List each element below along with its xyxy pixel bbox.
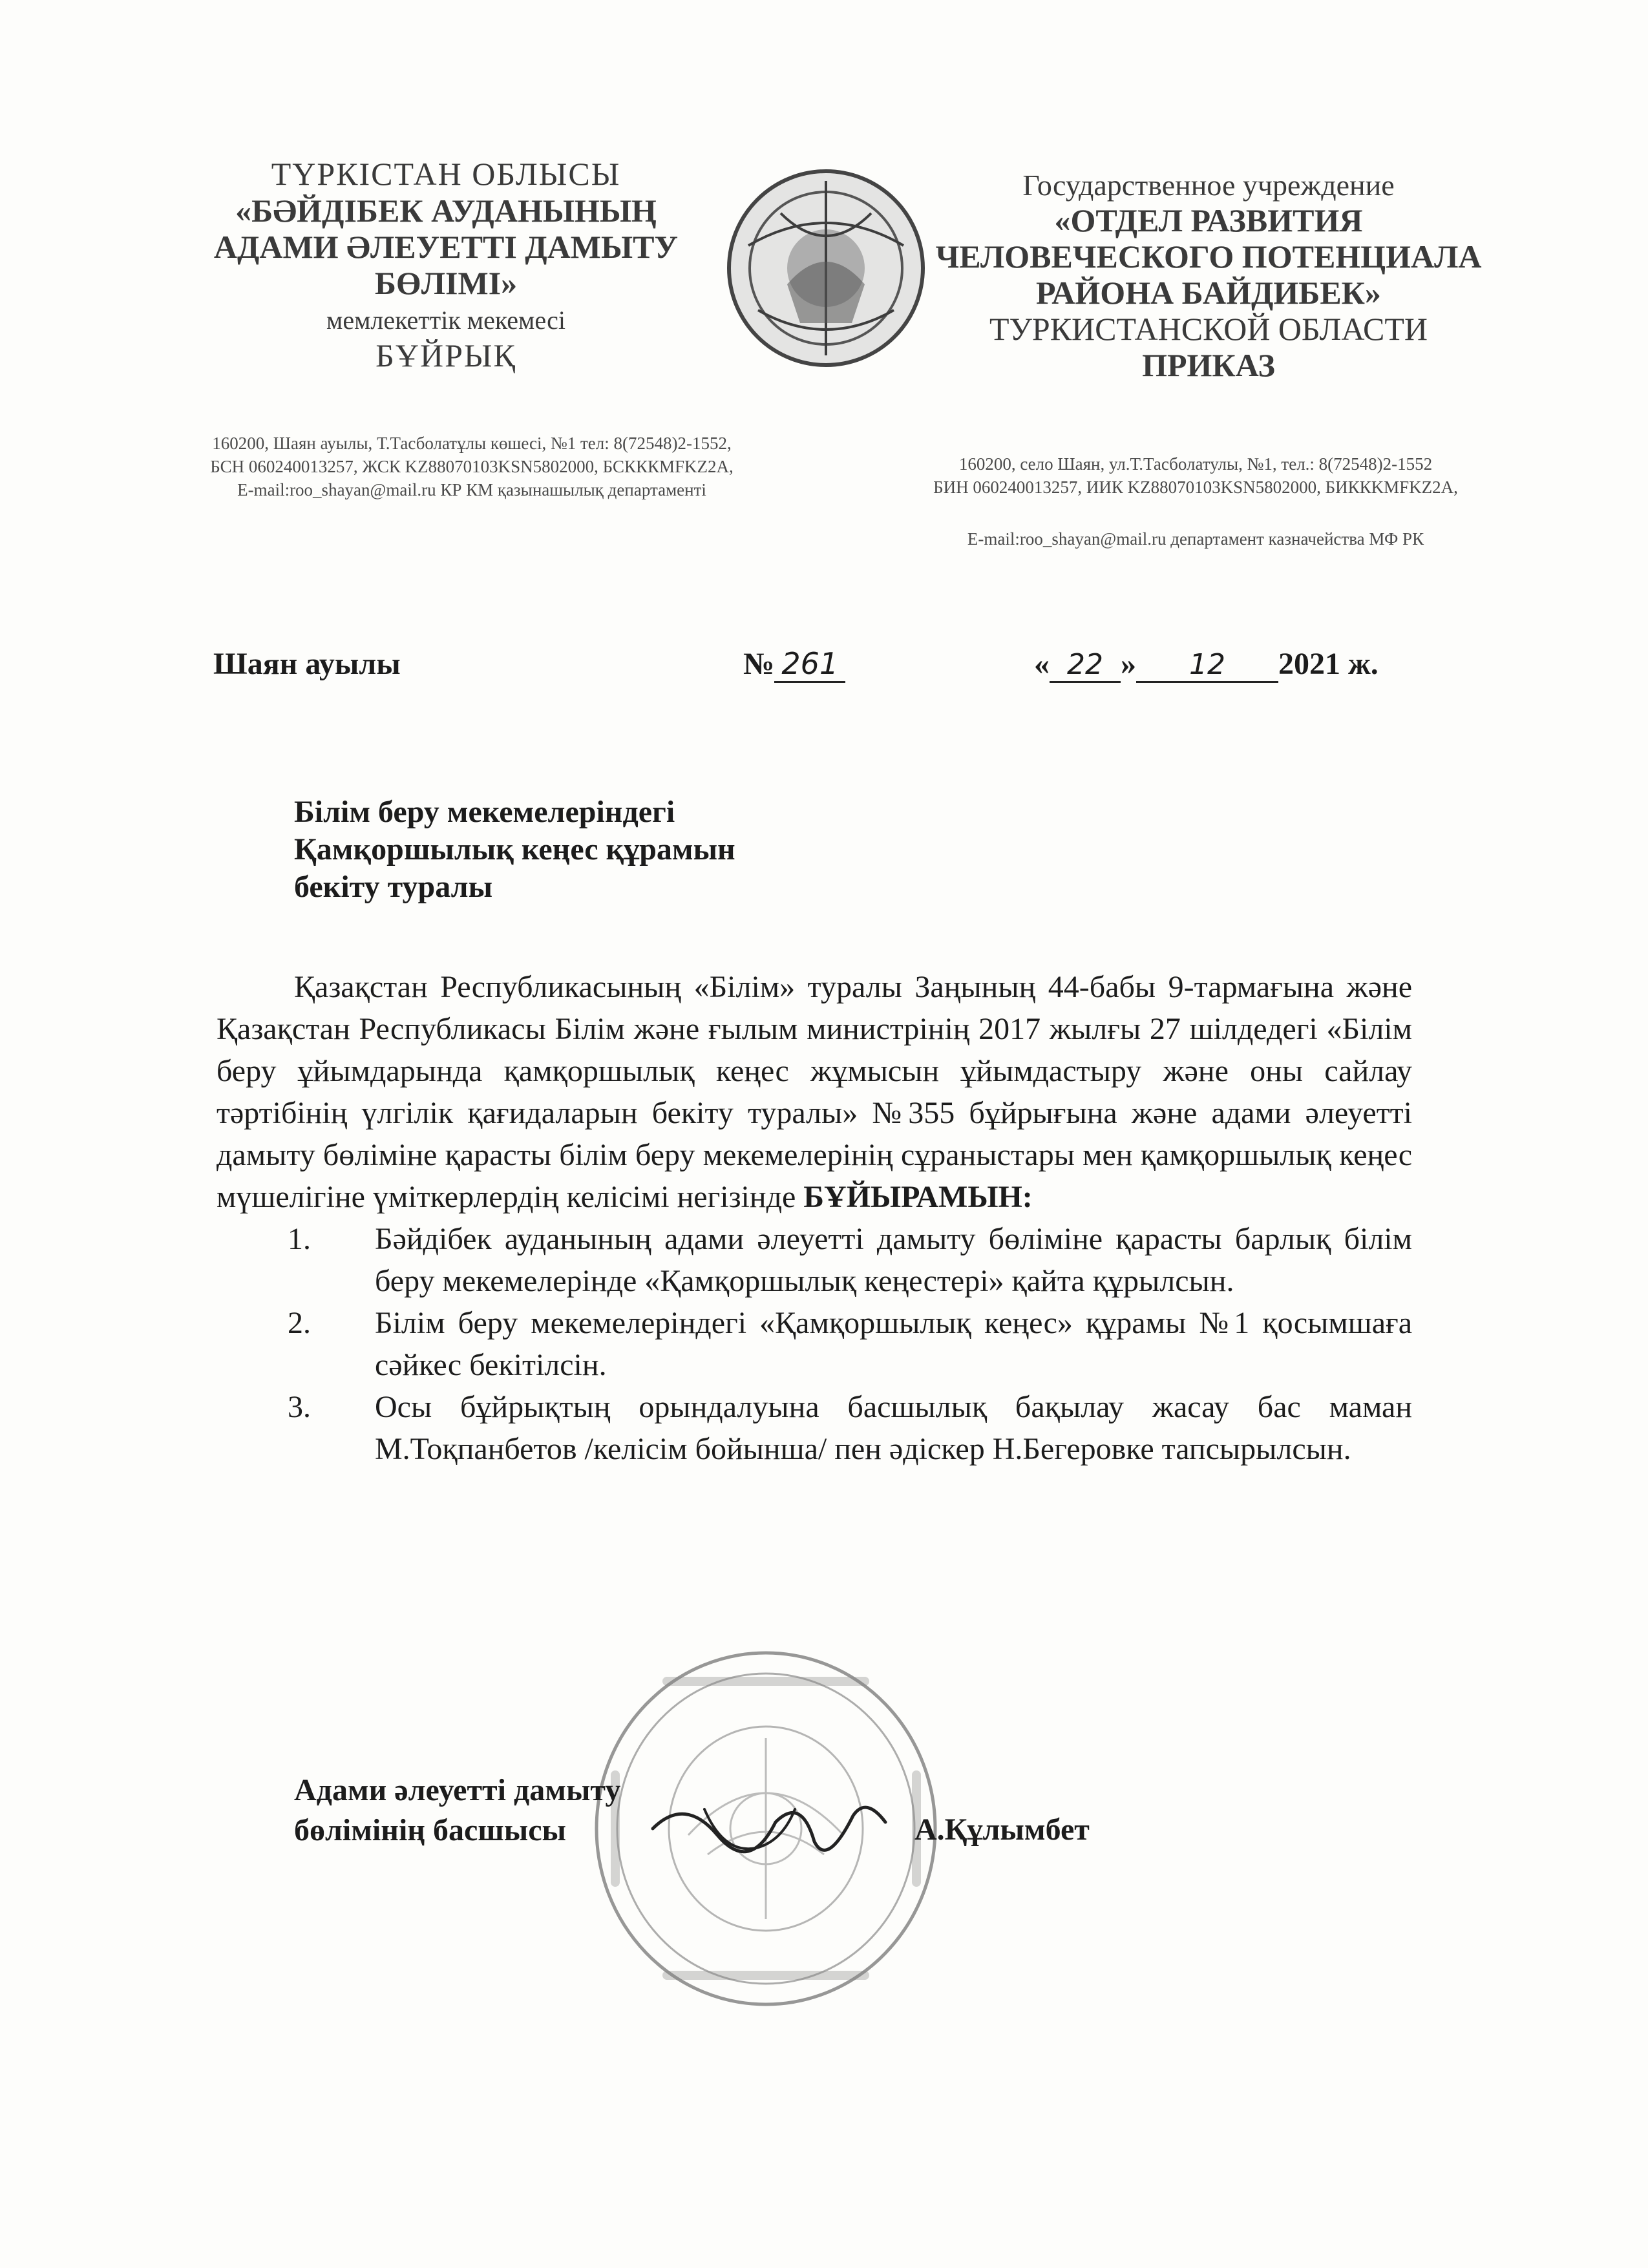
org-name-kz-3: БӨЛІМІ»	[374, 265, 518, 301]
number-handwritten: 261	[774, 646, 845, 683]
preamble-text: Қазақстан Республикасының «Білім» туралы Заңының 44-бабы 9-тармағына және Қазақстан Республикасы Білім және ғылым министрінің 2017 жылғы 27 шілдедегі «Білім беру ұйымдарында қамқоршылық кеңес жұмысын ұйымдастыру және оны сайлау тәртібінің үлгілік қағидаларын бекіту туралы» №355 бұйрығына және адами әлеуетті дамыту бөліміне қарасты білім беру мекемелерінің сұраныстары мен қамқоршылық кеңес мүшелігіне үміткерлердің келісімі негізінде	[217, 970, 1412, 1214]
org-name-kz-2: АДАМИ ӘЛЕУЕТТІ ДАМЫТУ	[213, 229, 679, 265]
org-type-kz: мемлекеттік мекемесі	[326, 306, 565, 335]
date-year: 2021 ж.	[1278, 647, 1379, 681]
org-name-kz-1: «БӘЙДІБЕК АУДАНЫНЫҢ	[235, 193, 657, 229]
org-name-ru-3: РАЙОНА БАЙДИБЕК»	[1036, 275, 1381, 311]
region-ru: ТУРКИСТАНСКОЙ ОБЛАСТИ	[989, 311, 1428, 347]
document-body	[217, 966, 1412, 1470]
order-date	[1034, 646, 1379, 683]
position-line: Адами әлеуетті дамыту	[294, 1773, 621, 1807]
date-quote-close: »	[1121, 647, 1136, 681]
document-title	[294, 793, 735, 906]
state-emblem-icon	[723, 162, 929, 375]
date-month-handwritten: 12	[1136, 648, 1278, 683]
address-ru-line: БИН 060240013257, ИИК KZ88070103KSN5802000, БИККKMFKZ2A,	[933, 478, 1458, 497]
org-name-ru-2: ЧЕЛОВЕЧЕСКОГО ПОТЕНЦИАЛА	[935, 238, 1482, 275]
address-russian	[905, 452, 1486, 551]
title-line: Білім беру мекемелеріндегі	[294, 795, 675, 829]
item-text: Бәйдібек ауданының адами әлеуетті дамыту бөліміне қарасты барлық білім беру мекемелерінде «Қамқоршылық кеңестері» қайта құрылсын.	[375, 1222, 1412, 1298]
signatory-position	[294, 1770, 620, 1851]
header-kazakh	[181, 155, 711, 374]
date-day-handwritten: 22	[1050, 648, 1121, 683]
date-quote-open: «	[1034, 647, 1050, 681]
address-kazakh	[181, 432, 763, 501]
item-number: 2.	[288, 1306, 311, 1340]
item-text: Осы бұйрықтың орындалуына басшылық бақылау жасау бас маман М.Тоқпанбетов /келісім бойынша/ пен әдіскер Н.Бегеровке тапсырылсын.	[375, 1390, 1412, 1466]
order-item	[217, 1302, 1412, 1386]
title-line: Қамқоршылық кеңес құрамын	[294, 832, 735, 866]
region-kz: ТҮРКІСТАН ОБЛЫСЫ	[271, 156, 621, 192]
order-item	[217, 1386, 1412, 1470]
address-ru-line: E-mail:roo_shayan@mail.ru департамент казначейства МФ РК	[967, 529, 1424, 549]
title-line: бекіту туралы	[294, 870, 493, 904]
address-kz-line: 160200, Шаян ауылы, Т.Тасболатұлы көшесі, №1 тел: 8(72548)2-1552,	[212, 434, 732, 453]
order-item	[217, 1218, 1412, 1302]
org-type-ru: Государственное учреждение	[1022, 169, 1395, 202]
address-ru-line: 160200, село Шаян, ул.Т.Тасболатулы, №1, тел.: 8(72548)2-1552	[958, 454, 1433, 474]
item-text: Білім беру мекемелеріндегі «Қамқоршылық кеңес» құрамы №1 қосымшаға сәйкес бекітілсін.	[375, 1306, 1412, 1382]
signatory-name: А.Құлымбет	[914, 1812, 1090, 1847]
handwritten-signature	[646, 1770, 892, 1880]
org-name-ru-1: «ОТДЕЛ РАЗВИТИЯ	[1054, 202, 1363, 238]
order-word: БҰЙЫРАМЫН:	[803, 1180, 1033, 1214]
header-russian	[918, 168, 1499, 383]
item-number: 3.	[288, 1390, 311, 1424]
item-number: 1.	[288, 1222, 311, 1256]
address-kz-line: БСН 060240013257, ЖСК KZ88070103KSN5802000, БСКККМFKZ2A,	[210, 457, 734, 476]
position-line: бөлімінің басшысы	[294, 1813, 567, 1847]
place-label: Шаян ауылы	[213, 647, 401, 681]
doc-type-kz: БҰЙРЫҚ	[375, 337, 516, 373]
number-prefix: №	[743, 647, 775, 681]
address-kz-line: E-mail:roo_shayan@mail.ru КР КМ қазынашылық департаменті	[237, 480, 706, 499]
preamble-paragraph	[217, 966, 1412, 1218]
doc-type-ru: ПРИКАЗ	[1142, 347, 1275, 383]
order-number	[743, 646, 845, 683]
